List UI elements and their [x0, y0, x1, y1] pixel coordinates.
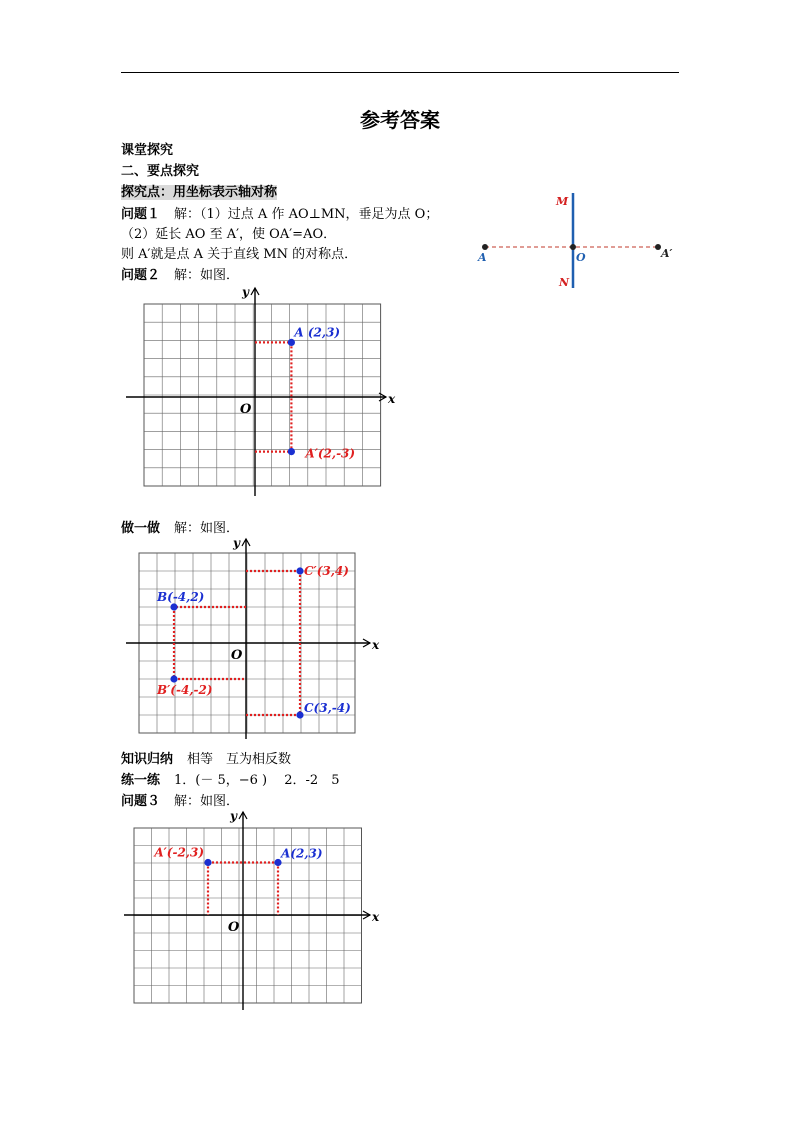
zuoyizuo-label: 做一做 [121, 521, 161, 536]
lianyilian-text: 1．(－ 5，−6 ) 2．-2 5 [174, 773, 340, 788]
graph-problem-3 [122, 808, 384, 1010]
x-axis-label: x [388, 392, 396, 406]
origin-label: O [228, 920, 240, 935]
point-marker [170, 675, 177, 682]
point-marker [296, 567, 303, 574]
label-o: O [576, 251, 586, 264]
lianyilian-row [121, 772, 339, 790]
q1-label: 问题１ [121, 207, 161, 222]
point-label: C(3,-4) [304, 701, 351, 715]
origin-label: O [231, 648, 243, 663]
graph-zuoyizuo [122, 535, 384, 739]
point-label: B(-4,2) [157, 590, 205, 604]
header-rule [121, 72, 679, 73]
q2-text: 解：如图． [174, 268, 240, 283]
q1-line2: （2）延长 AO 至 A′，使 OA′=AO． [121, 227, 337, 242]
y-axis-label: y [230, 809, 237, 823]
point-marker [204, 859, 211, 866]
origin-label: O [240, 402, 252, 417]
point-marker [288, 448, 295, 455]
section-yaodian: 二、要点探究 [121, 164, 200, 179]
lianyilian-label: 练一练 [121, 773, 161, 788]
point-label: A(2,3) [281, 846, 323, 861]
point-a [482, 244, 488, 250]
label-n: N [559, 276, 570, 289]
point-marker [170, 603, 177, 610]
x-axis-label: x [372, 910, 380, 924]
zhishi-label: 知识归纳 [121, 752, 174, 767]
y-axis-label: y [242, 285, 249, 299]
label-a-prime: A′ [661, 247, 673, 260]
point-label: C′(3,4) [304, 564, 349, 578]
label-m: M [556, 195, 569, 208]
section-ketang: 课堂探究 [121, 143, 174, 158]
point-label: B′(-4,-2) [157, 683, 213, 697]
point-label: A′(2,-3) [305, 446, 356, 461]
y-axis-label: y [233, 536, 240, 550]
point-label: A (2,3) [294, 325, 341, 340]
label-a: A [478, 251, 487, 264]
point-o [570, 244, 576, 250]
graph-problem-2 [120, 282, 400, 498]
q1-line1: 解：（1）过点 A 作 AO⊥MN，垂足为点 O； [174, 207, 439, 222]
q1-line3: 则 A′就是点 A 关于直线 MN 的对称点． [121, 247, 358, 262]
point-marker [296, 711, 303, 718]
section-tanjiudian: 探究点：用坐标表示轴对称 [121, 185, 278, 200]
point-marker [288, 339, 295, 346]
figure-mn-symmetry [470, 188, 690, 293]
q3-text: 解：如图． [174, 794, 240, 809]
q3-label: 问题３ [121, 794, 161, 809]
q2-label: 问题２ [121, 268, 161, 283]
zuoyizuo-text: 解：如图． [174, 521, 240, 536]
zhishi-text: 相等 互为相反数 [187, 752, 292, 767]
page-title: 参考答案 [360, 108, 440, 132]
x-axis-label: x [372, 638, 380, 652]
point-label: A′(-2,3) [154, 845, 204, 860]
zhishi-row [121, 751, 291, 769]
q1-line1-row [121, 206, 438, 224]
